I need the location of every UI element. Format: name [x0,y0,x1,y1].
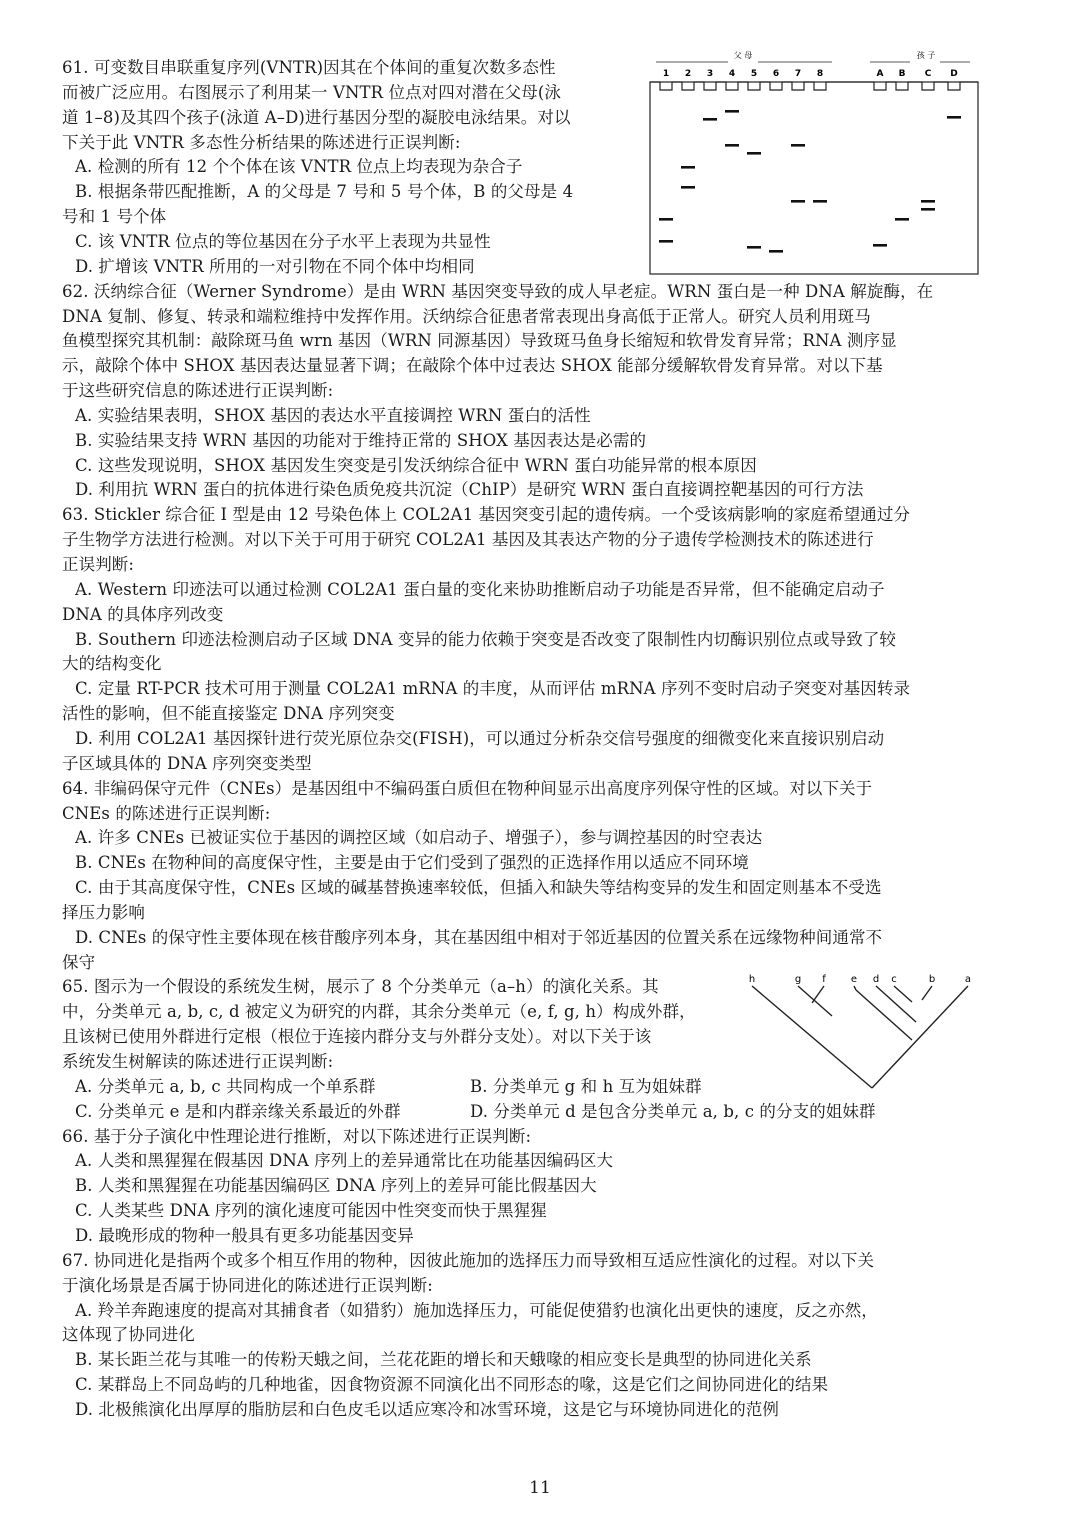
q63-stem-line: 正误判断: [62,555,135,574]
q63-option: C. 定量 RT-PCR 技术可用于测量 COL2A1 mRNA 的丰度，从而评估 mRNA 序列不变时启动子突变对基因转录 [75,679,911,699]
gel-lane-label: B [898,69,906,79]
page-number: 11 [529,1478,551,1498]
q64-option: B. CNEs 在物种间的高度保守性，主要是由于它们受到了强烈的正选择作用以适应不同环境 [75,853,749,873]
q63-stem-line: 子生物学方法进行检测。对以下关于可用于研究 COL2A1 基因及其表达产物的分子遗传学检测技术的陈述进行 [62,530,874,550]
gel-band [769,250,783,253]
q62-option: A. 实验结果表明，SHOX 基因的表达水平直接调控 WRN 蛋白的活性 [75,405,591,425]
q67-stem-line: 这体现了协同进化 [62,1325,195,1345]
q64-stem-line: 择压力影响 [62,902,145,922]
q67-option: A. 羚羊奔跑速度的提高对其捕食者（如猎豹）施加选择压力，可能促使猎豹也演化出更快的速度，反之亦然， [75,1300,878,1320]
tree-taxon-label: d [872,974,880,985]
q67-option: B. 某长距兰花与其唯一的传粉天蛾之间，兰花花距的增长和天蛾喙的相应变长是典型的协同进化关系 [75,1350,812,1370]
tree-taxon-label: b [928,974,936,985]
gel-band [747,152,761,155]
q63-stem-line: 63. Stickler 综合征 I 型是由 12 号染色体上 COL2A1 基因突变引起的遗传病。一个受该病影响的家庭希望通过分 [62,505,911,525]
gel-band [947,116,961,119]
q61-stem-line: 下关于此 VNTR 多态性分析结果的陈述进行正误判断: [62,132,461,152]
q61-stem-line: 号和 1 号个体 [62,207,167,227]
q66-option: D. 最晚形成的物种一般具有更多功能基因变异 [75,1225,414,1245]
q61-stem-line: 道 1–8)及其四个孩子(泳道 A–D)进行基因分型的凝胶电泳结果。对以 [62,107,571,127]
q64-option: A. 许多 CNEs 已被证实位于基因的调控区域（如启动子、增强子），参与调控基因的时空表达 [75,828,763,848]
q62-stem-line: 示，敲除个体中 SHOX 基因表达量显著下调；在敲除个体中过表达 SHOX 能部分缓解软骨发育异常。对以下基 [62,356,883,376]
gel-lane-label: D [950,69,958,79]
gel-band [681,186,695,189]
phylogenetic-tree [742,970,982,1100]
q61-option: D. 扩增该 VNTR 所用的一对引物在不同个体中均相同 [75,256,475,276]
tree-taxon-label: g [794,974,802,985]
gel-lane-label: C [924,69,932,79]
q66-option: C. 人类某些 DNA 序列的演化速度可能因中性突变而快于黑猩猩 [75,1201,547,1221]
q62-option: D. 利用抗 WRN 蛋白的抗体进行染色质免疫共沉淀（ChIP）是研究 WRN 蛋白直接调控靶基因的可行方法 [75,480,864,500]
gel-band [895,218,909,221]
q63-option: A. Western 印迹法可以通过检测 COL2A1 蛋白量的变化来协助推断启动子功能是否异常，但不能确定启动子 [75,579,885,599]
q62-stem-line: 于这些研究信息的陈述进行正误判断: [62,381,334,401]
q63-stem-line: 子区域具体的 DNA 序列突变类型 [62,753,312,773]
q63-stem-line: 活性的影响，但不能直接鉴定 DNA 序列突变 [62,704,395,724]
gel-band [725,110,739,113]
gel-band [703,118,717,121]
q61-option: B. 根据条带匹配推断，A 的父母是 7 号和 5 号个体，B 的父母是 4 [75,182,574,202]
q63-option: B. Southern 印迹法检测启动子区域 DNA 变异的能力依赖于突变是否改变了限制性内切酶识别位点或导致了较 [75,629,897,649]
gel-lane-labels [656,62,970,79]
gel-band [813,200,827,203]
gel-band [791,144,805,147]
parents-label: 父 母 [733,51,753,60]
q67-stem-line: 67. 协同进化是指两个或多个相互作用的物种，因彼此施加的选择压力而导致相互适应性演化的过程。对以下关 [62,1250,875,1270]
gel-electrophoresis-figure [648,48,980,276]
q66-option: A. 人类和黑猩猩在假基因 DNA 序列上的差异通常比在功能基因编码区大 [75,1151,614,1171]
tree-branches [752,986,968,1088]
gel-band [681,166,695,169]
q65-stem-line: 且该树已使用外群进行定根（根位于连接内群分支与外群分支处）。对以下关于该 [62,1027,652,1047]
q65-stem-line: 系统发生树解读的陈述进行正误判断: [62,1052,334,1071]
q62-option: B. 实验结果支持 WRN 基因的功能对于维持正常的 SHOX 基因表达是必需的 [75,430,647,450]
q61-option: C. 该 VNTR 位点的等位基因在分子水平上表现为共显性 [75,231,491,251]
q62-stem-line: 62. 沃纳综合征（Werner Syndrome）是由 WRN 基因突变导致的成人早老症。WRN 蛋白是一种 DNA 解旋酶，在 [62,281,934,301]
gel-band [791,200,805,203]
gel-lane-label: A [876,69,884,79]
gel-lane-label: 1 [662,69,670,79]
q64-stem-line: CNEs 的陈述进行正误判断: [62,803,271,823]
gel-bands [659,110,961,253]
q61-stem-line: 61. 可变数目串联重复序列(VNTR)因其在个体间的重复次数多态性 [62,58,556,77]
q67-stem-line: 于演化场景是否属于协同进化的陈述进行正误判断: [62,1275,433,1295]
q65-stem-line: 中，分类单元 a, b, c, d 被定义为研究的内群，其余分类单元（e, f, g, h）构成外群， [62,1002,696,1022]
q62-stem-line: 鱼模型探究其机制：敲除斑马鱼 wrn 基因（WRN 同源基因）导致斑马鱼身长缩短和软骨发育异常；RNA 测序显 [62,331,897,351]
q61-option: A. 检测的所有 12 个个体在该 VNTR 位点上均表现为杂合子 [75,157,523,177]
gel-band [659,240,673,243]
tree-taxon-label: e [850,974,858,985]
gel-band [659,218,673,221]
gel-band [921,208,935,211]
q63-stem-line: 大的结构变化 [62,654,162,674]
q65-option-a: A. 分类单元 a, b, c 共同构成一个单系群 [75,1076,376,1096]
q65-option-b: B. 分类单元 g 和 h 互为姐妹群 [470,1076,702,1096]
q64-stem-line: 保守 [62,952,96,972]
q67-option: C. 某群岛上不同岛屿的几种地雀，因食物资源不同演化出不同形态的喙，这是它们之间协同进化的结果 [75,1375,829,1395]
gel-lane-label: 8 [816,69,824,79]
tree-taxon-label: f [822,974,826,985]
q64-option: D. CNEs 的保守性主要体现在核苷酸序列本身，其在基因组中相对于邻近基因的位置关系在远缘物种间通常不 [75,927,883,947]
tree-taxon-label: a [964,974,972,985]
q66-stem-line: 66. 基于分子演化中性理论进行推断，对以下陈述进行正误判断: [62,1126,532,1146]
gel-band [873,244,887,247]
q63-stem-line: DNA 的具体序列改变 [62,604,224,624]
q63-option: D. 利用 COL2A1 基因探针进行荧光原位杂交(FISH)，可以通过分析杂交信号强度的细微变化来直接识别启动 [75,728,885,748]
q61-stem-line: 而被广泛应用。右图展示了利用某一 VNTR 位点对四对潜在父母(泳 [62,82,562,102]
children-label: 孩 子 [916,51,936,60]
q65-option-c: C. 分类单元 e 是和内群亲缘关系最近的外群 [75,1101,401,1121]
gel-lane-label: 4 [728,69,736,79]
q65-option-d: D. 分类单元 d 是包含分类单元 a, b, c 的分支的姐妹群 [470,1101,876,1121]
gel-band [921,200,935,203]
q67-option: D. 北极熊演化出厚厚的脂肪层和白色皮毛以适应寒冷和冰雪环境，这是它与环境协同进化的范例 [75,1399,780,1419]
gel-lane-label: 6 [772,69,780,79]
gel-band [725,144,739,147]
tree-taxon-label: c [891,974,897,985]
gel-lane-label: 7 [794,69,802,79]
gel-band [747,246,761,249]
gel-lane-label: 2 [684,69,692,79]
q66-option: B. 人类和黑猩猩在功能基因编码区 DNA 序列上的差异可能比假基因大 [75,1176,597,1196]
q62-stem-line: DNA 复制、修复、转录和端粒维持中发挥作用。沃纳综合征患者常表现出身高低于正常人。研究人员利用斑马 [62,306,871,326]
q65-stem-line: 65. 图示为一个假设的系统发生树，展示了 8 个分类单元（a–h）的演化关系。其 [62,977,659,997]
tree-taxon-label: h [748,974,756,985]
q62-option: C. 这些发现说明，SHOX 基因发生突变是引发沃纳综合征中 WRN 蛋白功能异常的根本原因 [75,455,757,475]
gel-lane-label: 3 [706,69,714,79]
q64-option: C. 由于其高度保守性，CNEs 区域的碱基替换速率较低，但插入和缺失等结构变异的发生和固定则基本不受选 [75,878,882,898]
q64-stem-line: 64. 非编码保守元件（CNEs）是基因组中不编码蛋白质但在物种间显示出高度序列保守性的区域。对以下关于 [62,778,873,798]
gel-lane-label: 5 [750,69,758,79]
